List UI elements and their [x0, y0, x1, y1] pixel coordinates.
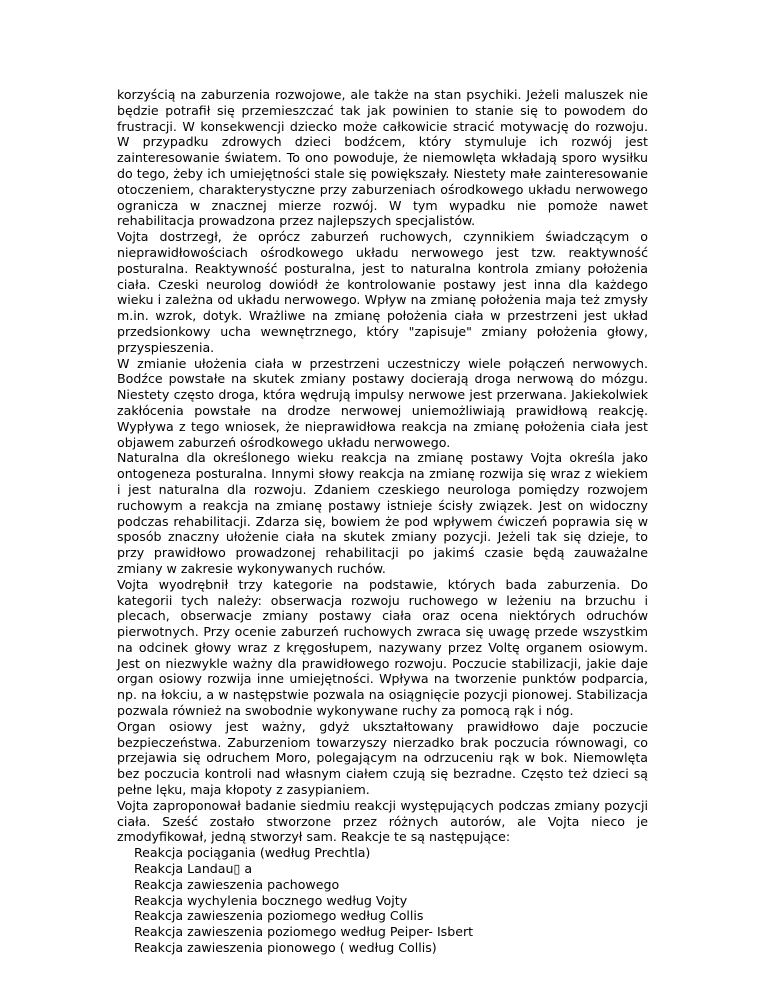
paragraph: korzyścią na zaburzenia rozwojowe, ale także na stan psychiki. Jeżeli maluszek nie będzie potrafił się przemieszczać tak jak powinien to stanie się to powodem do frustracji. W konsekwencji dziecko może całkowicie stracić motywację do rozwoju. W przypadku zdrowych dzieci bodźcem, który stymuluje ich rozwój jest zainteresowanie światem. To ono powoduje, że niemowlęta wkładają sporo wysiłku do tego, żeby ich umiejętności stale się powiększały. Niestety małe zainteresowanie otoczeniem, charakterystyczne przy zaburzeniach ośrodkowego układu nerwowego ogranicza w znacznej mierze rozwój. W tym wypadku nie pomoże nawet rehabilitacja prowadzona przez najlepszych specjalistów.	[117, 87, 648, 229]
list-item: Reakcja zawieszenia pionowego ( według Collis)	[134, 940, 437, 956]
paragraph: Naturalna dla określonego wieku reakcja na zmianę postawy Vojta określa jako ontogeneza posturalna. Innymi słowy reakcja na zmianę rozwija się wraz z wiekiem i jest naturalna dla rozwoju. Zdaniem czeskiego neurologa pomiędzy rozwojem ruchowym a reakcja na zmianę postawy istnieje ścisły związek. Jest on widoczny podczas rehabilitacji. Zdarza się, bowiem że pod wpływem ćwiczeń poprawia się w sposób znaczny ułożenie ciała na skutek zmiany pozycji. Jeżeli tak się dzieje, to przy prawidłowo prowadzonej rehabilitacji po jakimś czasie będą zauważalne zmiany w zakresie wykonywanych ruchów.	[117, 450, 648, 576]
paragraph: Vojta dostrzegł, że oprócz zaburzeń ruchowych, czynnikiem świadczącym o nieprawidłowościach ośrodkowego układu nerwowego jest tzw. reaktywność posturalna. Reaktywność posturalna, jest to naturalna kontrola zmiany położenia ciała. Czeski neurolog dowiódł że kontrolowanie postawy jest inna dla każdego wieku i zależna od układu nerwowego. Wpływ na zmianę położenia maja też zmysły m.in. wzrok, dotyk. Wrażliwe na zmianę położenia ciała w przestrzeni jest układ przedsionkowy ucha wewnętrznego, który "zapisuje" zmiany położenia głowy, przyspieszenia.	[117, 229, 648, 355]
list-item: Reakcja wychylenia bocznego według Vojty	[134, 892, 408, 908]
list-item: Reakcja zawieszenia poziomego według Collis	[134, 908, 424, 924]
document-page	[117, 87, 648, 956]
reaction-list	[117, 845, 648, 956]
list-item: Reakcja zawieszenia poziomego według Peiper- Isbert	[134, 924, 474, 940]
paragraph: W zmianie ułożenia ciała w przestrzeni uczestniczy wiele połączeń nerwowych. Bodźce powstałe na skutek zmiany postawy docierają droga nerwową do mózgu. Niestety często droga, która wędrują impulsy nerwowe jest przerwana. Jakiekolwiek zakłócenia powstałe na drodze nerwowej uniemożliwiają prawidłową reakcję. Wypływa z tego wniosek, że nieprawidłowa reakcja na zmianę położenia ciała jest objawem zaburzeń ośrodkowego układu nerwowego.	[117, 355, 648, 450]
list-item: Reakcja zawieszenia pachowego	[134, 876, 340, 892]
paragraph: Organ osiowy jest ważny, gdyż ukształtowany prawidłowo daje poczucie bezpieczeństwa. Zaburzeniom towarzyszy nierzadko brak poczucia równowagi, co przejawia się odruchem Moro, polegającym na odrzuceniu rąk w bok. Niemowlęta bez poczucia kontroli nad własnym ciałem czują się bezradne. Często też dzieci są pełne lęku, maja kłopoty z zasypianiem.	[117, 718, 648, 798]
list-item: Reakcja pociągania (według Prechtla)	[134, 845, 371, 861]
paragraph: Vojta wyodrębnił trzy kategorie na podstawie, których bada zaburzenia. Do kategorii tych należy: obserwacja rozwoju ruchowego w leżeniu na brzuchu i plecach, obserwacje zmiany postawy ciała oraz ocena niektórych odruchów pierwotnych. Przy ocenie zaburzeń ruchowych zwraca się uwagę przede wszystkim na odcinek głowy wraz z kręgosłupem, nazywany przez Voltę organem osiowym. Jest on niezwykle ważny dla prawidłowego rozwoju. Poczucie stabilizacji, jakie daje organ osiowy rozwija inne umiejętności. Wpływa na tworzenie punktów podparcia, np. na łokciu, a w następstwie pozwala na osiągnięcie pozycji pionowej. Stabilizacja pozwala również na swobodnie wykonywane ruchy za pomocą rąk i nóg.	[117, 576, 648, 719]
list-item: Reakcja Landau▯ a	[134, 861, 253, 877]
paragraph: Vojta zaproponował badanie siedmiu reakcji występujących podczas zmiany pozycji ciała. Sześć zostało stworzone przez różnych autorów, ale Vojta nieco je zmodyfikował, jedną stworzył sam. Reakcje te są następujące:	[117, 797, 648, 845]
